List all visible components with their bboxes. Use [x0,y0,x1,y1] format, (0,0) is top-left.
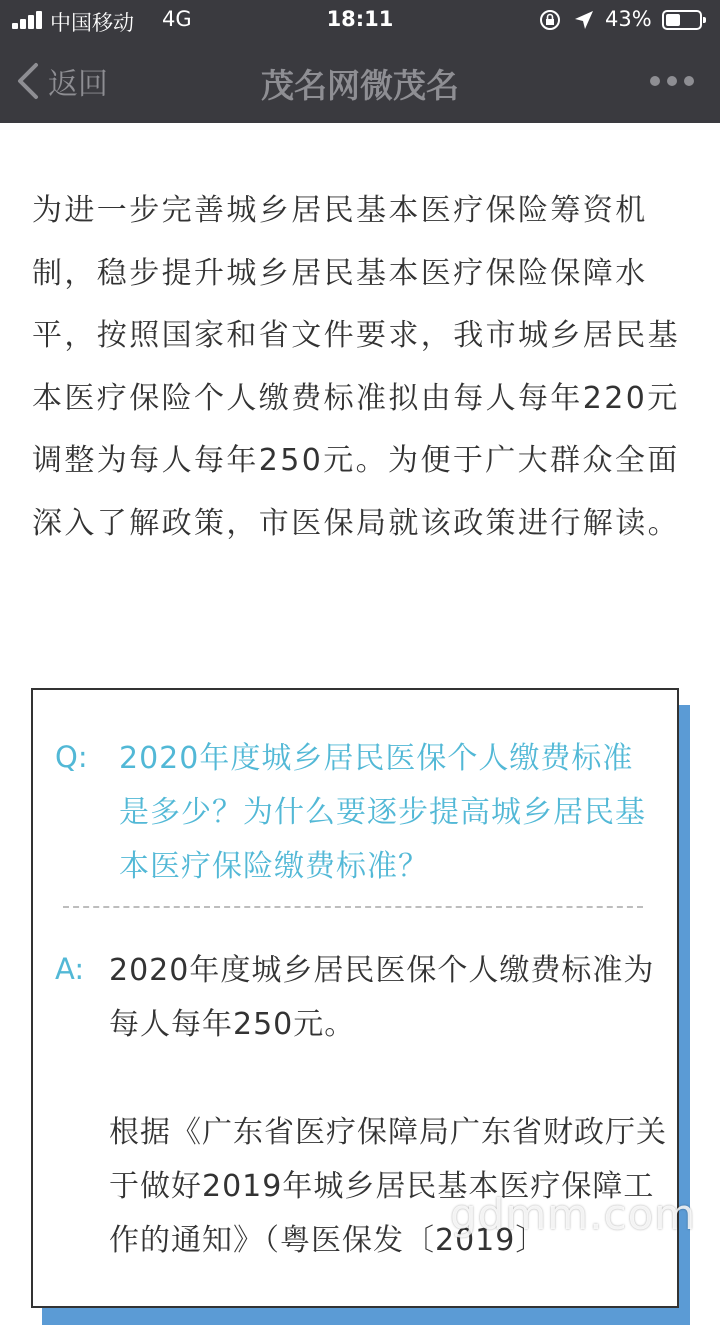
intro-paragraph: 为进一步完善城乡居民基本医疗保险筹资机制，稳步提升城乡居民基本医疗保险保障水平，按照国家和省文件要求，我市城乡居民基本医疗保险个人缴费标准拟由每人每年220元调整为每人每年250元。为便于广大群众全面深入了解政策，市医保局就该政策进行解读。 [32,193,680,541]
nav-bar [0,40,720,123]
question-label: Q: [55,740,88,774]
back-button[interactable] [14,58,108,104]
more-options-button[interactable] [650,70,694,94]
answer-label: A: [55,952,85,986]
battery-icon [662,10,702,30]
status-bar [0,0,720,40]
top-bar [0,0,720,123]
site-watermark: gdmm.com [450,1190,697,1239]
chevron-left-icon [14,61,42,101]
question-text: 2020年度城乡居民医保个人缴费标准是多少？为什么要逐步提高城乡居民基本医疗保险缴费标准？ [119,741,646,884]
network-type: 4G [162,7,192,31]
page-title: 茂名网微茂名 [261,66,459,105]
answer-text [109,944,669,1322]
rotation-lock-icon [539,9,561,31]
carrier-name: 中国移动 [50,11,134,35]
article-intro [32,180,692,555]
more-dots-icon [650,76,660,86]
answer-paragraph-2: 根据《广东省医疗保障局广东省财政厅关于做好2019年城乡居民基本医疗保障工作的通知》（粤医保发〔2019〕 [109,1115,667,1258]
dashed-divider [63,906,643,908]
status-time: 18:11 [326,7,394,31]
answer-paragraph-1: 2020年度城乡居民医保个人缴费标准为每人每年250元。 [109,953,655,1042]
location-icon [573,9,595,31]
battery-percent: 43% [605,7,652,31]
back-label: 返回 [48,67,108,102]
